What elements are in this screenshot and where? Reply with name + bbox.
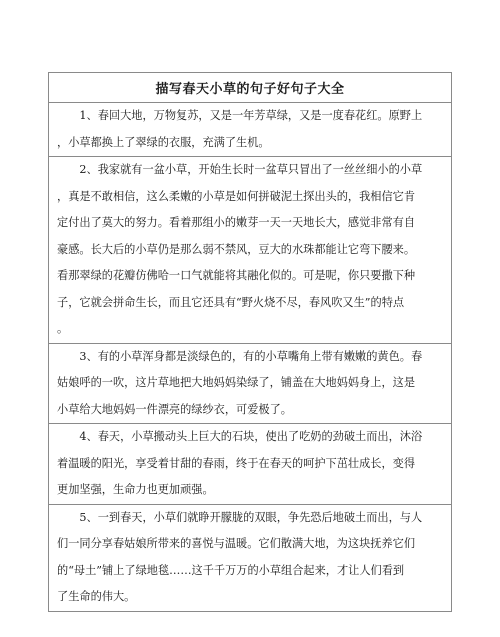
paragraph-line: 着温暖的阳光，享受着甘甜的春雨，终于在春天的呵护下茁壮成长，变得 xyxy=(57,456,416,470)
paragraph-line: 子，它就会拼命生长，而且它还具有“野火烧不尽，春风吹又生”的特点 xyxy=(57,295,405,309)
paragraph-line: 。 xyxy=(57,322,69,335)
paragraph-1 xyxy=(49,103,451,157)
paragraph-line: 4、春天，小草搬动头上巨大的石块，使出了吃奶的劲破土而出，沐浴 xyxy=(79,430,423,443)
paragraph-line: 看那翠绿的花瓣仿佛哈一口气就能将其融化似的。可是呢，你只要撒下种 xyxy=(57,269,416,282)
paragraph-line: 豪感。长大后的小草仍是那么弱不禁风，豆大的水珠都能让它弯下腰来。 xyxy=(57,242,416,256)
paragraph-5 xyxy=(49,505,451,611)
paragraph-line: 姑娘呼的一吹，这片草地把大地妈妈染绿了，铺盖在大地妈妈身上，这是 xyxy=(57,376,416,389)
paragraph-4 xyxy=(49,424,451,505)
paragraph-line: 们一同分享春姑娘所带来的喜悦与温暖。它们散满大地，为这块抚养它们 xyxy=(57,537,416,550)
paragraph-line: 了生命的伟大。 xyxy=(57,590,136,603)
document-table xyxy=(48,72,452,612)
paragraph-2 xyxy=(49,157,451,344)
paragraph-line: 1、春回大地，万物复苏，又是一年芳草绿，又是一度春花红。原野上 xyxy=(79,109,423,122)
paragraph-3 xyxy=(49,344,451,425)
paragraph-line: ，真是不敢相信，这么柔嫩的小草是如何拼破泥土探出头的，我相信它肯 xyxy=(57,189,416,203)
paragraph-line: 3、有的小草浑身都是淡绿色的，有的小草嘴角上带有嫩嫩的黄色。春 xyxy=(79,349,423,363)
paragraph-line: 5、一到春天，小草们就睁开朦胧的双眼，争先恐后地破土而出，与人 xyxy=(79,510,423,524)
paragraph-line: 更加坚强，生命力也更加顽强。 xyxy=(57,483,214,496)
paragraph-line: 2、我家就有一盆小草，开始生长时一盆草只冒出了一丝丝细小的小草 xyxy=(79,163,423,176)
paragraph-line: 定付出了莫大的努力。看着那组小的嫩芽一天一天地长大，感觉非常有自 xyxy=(57,216,416,229)
paragraph-line: 小草给大地妈妈一件漂亮的绿纱衣，可爱极了。 xyxy=(57,402,292,416)
paragraph-line: 的“母土”铺上了绿地毯……这千千万万的小草组合起来，才让人们看到 xyxy=(57,563,405,577)
paragraph-line: ，小草都换上了翠绿的衣服，充满了生机。 xyxy=(57,135,270,149)
document-title: 描写春天小草的句子好句子大全 xyxy=(49,73,451,103)
